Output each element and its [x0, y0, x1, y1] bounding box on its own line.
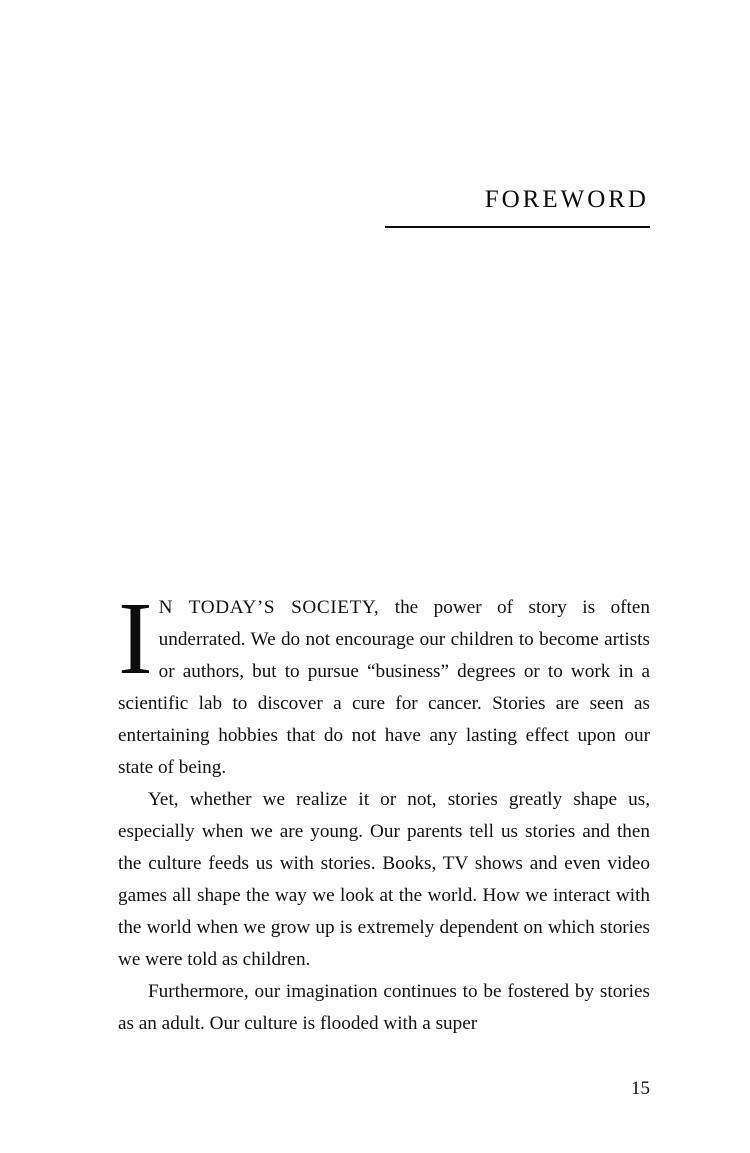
opening-small-caps: N TODAY’S SOCIETY, — [158, 597, 380, 618]
drop-cap: I — [118, 581, 153, 696]
paragraph-2: Yet, whether we realize it or not, stories greatly shape us, especially when we are young. Our parents tell us stories and then the culture feeds us with stories. Books, TV shows and even video games all shape the way we look at the world. How we interact with the world when we grow up is extremely dependent on which stories we were told as children. — [118, 789, 650, 970]
paragraph-3: Furthermore, our imagination continues to be fostered by stories as an adult. Our culture is flooded with a super — [118, 981, 650, 1034]
paragraph-1 — [118, 581, 650, 784]
heading-divider — [385, 226, 650, 228]
body-text — [118, 581, 650, 1040]
chapter-heading — [118, 186, 650, 228]
paragraph-1-text: the power of story is often underrated. We do not encourage our children to become artists or authors, but to pursue “business” degrees or to work in a scientific lab to discover a cure for cancer. Stories are seen as entertaining hobbies that do not have any lasting effect upon our state of being. — [118, 597, 650, 778]
page-number: 15 — [631, 1078, 650, 1099]
page-title: FOREWORD — [484, 186, 649, 213]
